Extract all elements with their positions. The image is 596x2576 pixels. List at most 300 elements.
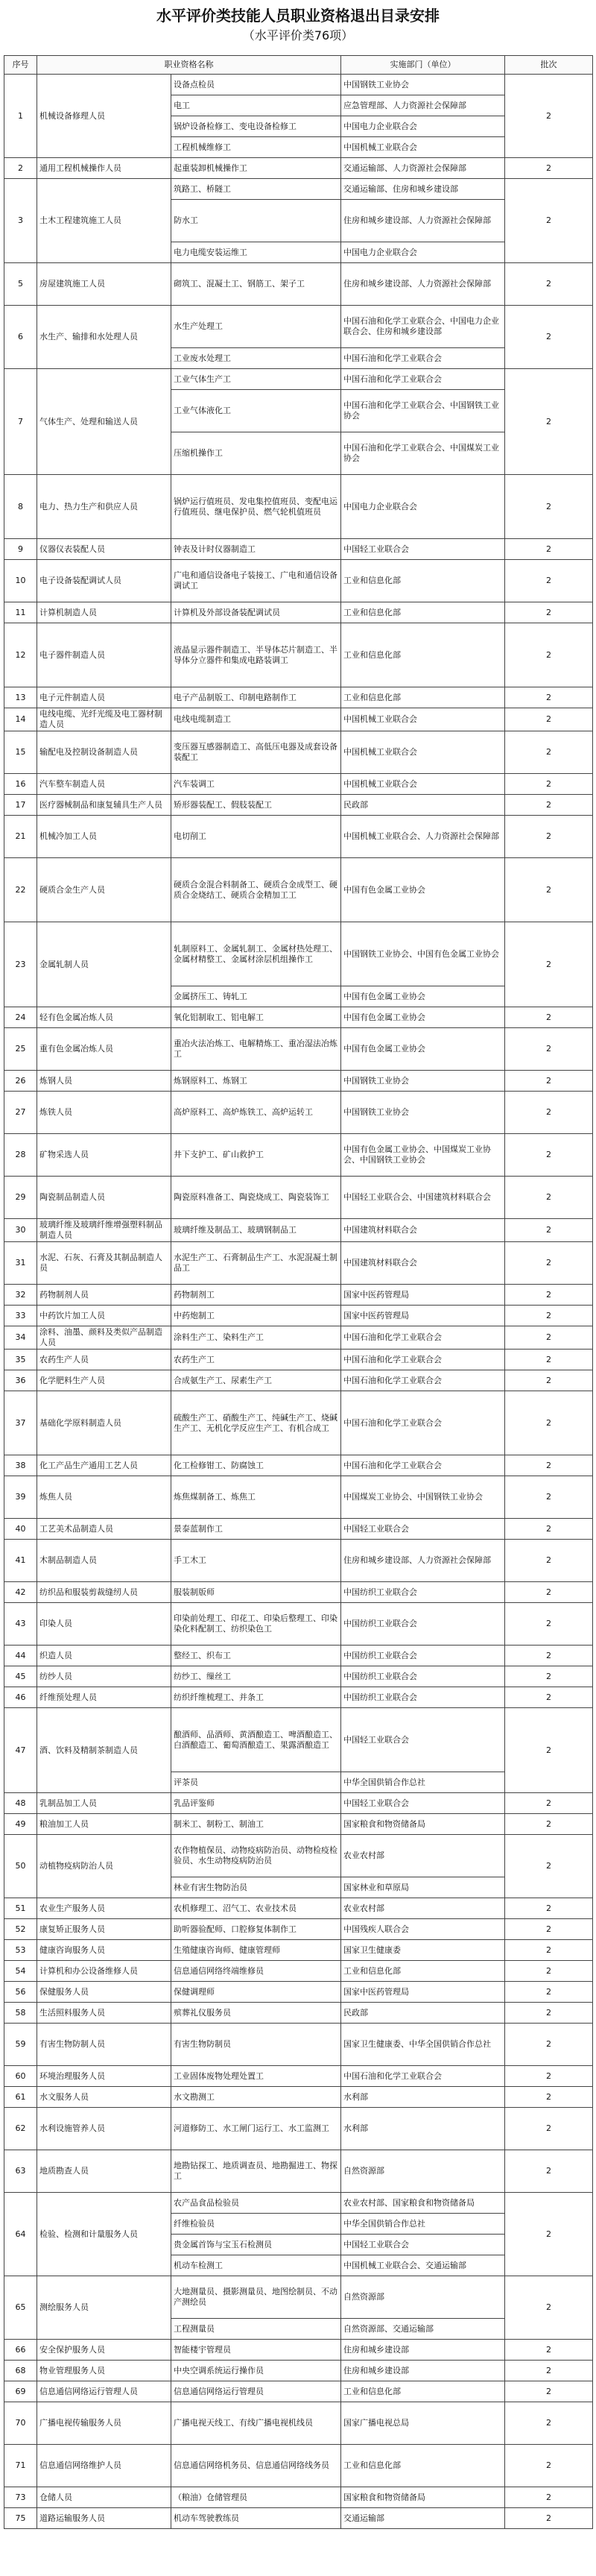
batch-number: 2 [505,1285,593,1306]
table-row [4,731,593,774]
department-name: 中国纺织工业联合会 [341,1646,505,1666]
batch-number: 2 [505,2381,593,2402]
department-name: 住房和城乡建设部、人力资源社会保障部 [341,200,505,242]
row-index: 33 [4,1306,37,1326]
table-row [4,1708,593,1772]
category-name: 仓储人员 [37,2487,171,2508]
department-name: 中国建筑材料联合会 [341,1219,505,1242]
row-index: 59 [4,2024,37,2066]
department-name: 国家粮食和物资储备局 [341,2487,505,2508]
department-name: 中国轻工业联合会 [341,2235,505,2255]
row-index: 1 [4,75,37,158]
table-row [4,560,593,602]
row-index: 36 [4,1370,37,1391]
table-row [4,2361,593,2381]
row-index: 51 [4,1898,37,1919]
category-name: 地质勘查人员 [37,2150,171,2193]
batch-number: 2 [505,1582,593,1603]
department-name: 中国有色金属工业协会、中国煤炭工业协会、中国钢铁工业协会 [341,1134,505,1177]
row-index: 32 [4,1285,37,1306]
occupation-name: 整经工、织布工 [171,1646,341,1666]
occupation-name: 农产品食品检验员 [171,2193,341,2214]
category-name: 硬质合金生产人员 [37,858,171,922]
category-name: 水泥、石灰、石膏及其制品制造人员 [37,1242,171,1285]
occupation-name: 电工 [171,95,341,116]
row-index: 43 [4,1603,37,1646]
department-name: 中国建筑材料联合会 [341,1242,505,1285]
department-name: 中国机械工业联合会 [341,708,505,731]
category-name: 通用工程机械操作人员 [37,158,171,179]
category-name: 安全保护服务人员 [37,2340,171,2361]
row-index: 58 [4,2003,37,2024]
table-row [4,263,593,306]
table-row [4,1898,593,1919]
table-row [4,2445,593,2487]
category-name: 健康咨询服务人员 [37,1940,171,1961]
batch-number: 2 [505,1687,593,1708]
occupation-name: 纤维检验员 [171,2214,341,2235]
table-row [4,922,593,986]
table-row [4,687,593,708]
batch-number: 2 [505,731,593,774]
department-name: 农业农村部 [341,1835,505,1877]
table-row [4,623,593,687]
row-index: 15 [4,731,37,774]
table-row [4,1177,593,1219]
batch-number: 2 [505,1814,593,1835]
table-row [4,1092,593,1134]
row-index: 16 [4,774,37,795]
table-row [4,1370,593,1391]
category-name: 纺纱人员 [37,1666,171,1687]
department-name: 中国纺织工业联合会 [341,1603,505,1646]
batch-number: 2 [505,2024,593,2066]
batch-number: 2 [505,623,593,687]
batch-number: 2 [505,2150,593,2193]
department-name: 中国石油和化学工业联合会 [341,1455,505,1476]
table-row [4,2508,593,2529]
department-name: 中国机械工业联合会、交通运输部 [341,2255,505,2276]
occupation-name: 工程机械维修工 [171,137,341,158]
department-name: 中国纺织工业联合会 [341,1687,505,1708]
category-name: 玻璃纤维及玻璃纤维增强塑料制品制造人员 [37,1219,171,1242]
occupation-name: 林业有害生物防治员 [171,1877,341,1898]
batch-number: 2 [505,1306,593,1326]
category-name: 乳制品加工人员 [37,1793,171,1814]
row-index: 52 [4,1919,37,1940]
table-row [4,2276,593,2319]
occupation-name: 炼焦煤制备工、炼焦工 [171,1476,341,1519]
batch-number: 2 [505,1177,593,1219]
occupation-name: 玻璃纤维及制品工、玻璃钢制品工 [171,1219,341,1242]
category-name: 炼焦人员 [37,1476,171,1519]
occupation-name: 电线电缆制造工 [171,708,341,731]
row-index: 42 [4,1582,37,1603]
category-name: 电子器件制造人员 [37,623,171,687]
department-name: 国家粮食和物资储备局 [341,1814,505,1835]
department-name: 中国石油和化学工业联合会、中国煤炭工业协会 [341,432,505,475]
table-row [4,75,593,95]
row-index: 10 [4,560,37,602]
department-name: 中国煤炭工业协会、中国钢铁工业协会 [341,1476,505,1519]
batch-number: 2 [505,1793,593,1814]
department-name: 中国电力企业联合会 [341,242,505,263]
occupation-name: 有害生物防制员 [171,2024,341,2066]
department-name: 中国纺织工业联合会 [341,1666,505,1687]
department-name: 中国轻工业联合会、中国建筑材料联合会 [341,1177,505,1219]
occupation-name: 信息通信网络终端维修员 [171,1961,341,1982]
table-row [4,2487,593,2508]
table-row [4,158,593,179]
occupation-name: 殡葬礼仪服务员 [171,2003,341,2024]
category-name: 医疗器械制品和康复辅具生产人员 [37,795,171,816]
table-row [4,2381,593,2402]
occupation-name: 炼钢原料工、炼钢工 [171,1071,341,1092]
row-index: 65 [4,2276,37,2340]
occupation-name: 景泰蓝制作工 [171,1519,341,1540]
batch-number: 2 [505,2402,593,2445]
department-name: 自然资源部 [341,2276,505,2319]
department-name: 中国机械工业联合会 [341,137,505,158]
department-name: 中国纺织工业联合会 [341,1582,505,1603]
batch-number: 2 [505,475,593,539]
category-name: 电力、热力生产和供应人员 [37,475,171,539]
batch-number: 2 [505,2066,593,2087]
table-row [4,2066,593,2087]
batch-number: 2 [505,1519,593,1540]
occupation-name: 印染前处理工、印花工、印染后整理工、印染染化料配制工、纺织染色工 [171,1603,341,1646]
batch-number: 2 [505,1982,593,2003]
category-name: 电子设备装配调试人员 [37,560,171,602]
row-index: 69 [4,2381,37,2402]
batch-number: 2 [505,816,593,858]
occupation-name: 乳品评鉴师 [171,1793,341,1814]
batch-number: 2 [505,1646,593,1666]
table-row [4,1476,593,1519]
department-name: 中华全国供销合作总社 [341,2214,505,2235]
category-name: 道路运输服务人员 [37,2508,171,2529]
department-name: 中国轻工业联合会 [341,1793,505,1814]
batch-number: 2 [505,1134,593,1177]
category-name: 电子元件制造人员 [37,687,171,708]
occupation-name: 防水工 [171,200,341,242]
category-name: 康复矫正服务人员 [37,1919,171,1940]
batch-number: 2 [505,306,593,369]
category-name: 涂料、油墨、颜料及类似产品制造人员 [37,1326,171,1350]
occupation-name: 水生产处理工 [171,306,341,348]
batch-number: 2 [505,795,593,816]
department-name: 中国有色金属工业协会 [341,1028,505,1071]
occupation-name: 轧制原料工、金属轧制工、金属材热处理工、金属材精整工、金属材涂层机组操作工 [171,922,341,986]
category-name: 药物制剂人员 [37,1285,171,1306]
occupation-name: 大地测量员、摄影测量员、地图绘制员、不动产测绘员 [171,2276,341,2319]
category-name: 气体生产、处理和输送人员 [37,369,171,475]
table-row [4,858,593,922]
occupation-name: 起重装卸机械操作工 [171,158,341,179]
table-row [4,1540,593,1582]
category-name: 中药饮片加工人员 [37,1306,171,1326]
department-name: 中华全国供销合作总社 [341,1772,505,1793]
category-name: 基础化学原料制造人员 [37,1391,171,1455]
batch-number: 2 [505,2193,593,2276]
department-name: 交通运输部、人力资源社会保障部 [341,158,505,179]
occupation-name: 硬质合金混合料制备工、硬质合金成型工、硬质合金烧结工、硬质合金精加工工 [171,858,341,922]
occupation-name: 锅炉运行值班员、发电集控值班员、变配电运行值班员、继电保护员、燃气轮机值班员 [171,475,341,539]
table-row [4,1646,593,1666]
table-header-row [4,56,593,75]
row-index: 31 [4,1242,37,1285]
occupation-name: 贵金属首饰与宝玉石检测员 [171,2235,341,2255]
row-index: 63 [4,2150,37,2193]
batch-number: 2 [505,1242,593,1285]
department-name: 农业农村部、国家粮食和物资储备局 [341,2193,505,2214]
department-name: 住房和城乡建设部、人力资源社会保障部 [341,1540,505,1582]
table-row [4,816,593,858]
category-name: 农业生产服务人员 [37,1898,171,1919]
department-name: 中国有色金属工业协会 [341,986,505,1007]
table-row [4,2150,593,2193]
row-index: 50 [4,1835,37,1898]
occupation-name: （粮油）仓储管理员 [171,2487,341,2508]
category-name: 输配电及控制设备制造人员 [37,731,171,774]
table-row [4,2193,593,2214]
row-index: 2 [4,158,37,179]
occupation-name: 电子产品制版工、印制电路制作工 [171,687,341,708]
column-header-batch: 批次 [505,56,593,75]
batch-number: 2 [505,2487,593,2508]
row-index: 38 [4,1455,37,1476]
document-header [0,0,596,55]
table-row [4,539,593,560]
row-index: 24 [4,1007,37,1028]
row-index: 12 [4,623,37,687]
batch-number: 2 [505,1028,593,1071]
category-name: 水生产、输排和水处理人员 [37,306,171,369]
batch-number: 2 [505,1326,593,1350]
row-index: 41 [4,1540,37,1582]
row-index: 73 [4,2487,37,2508]
table-row [4,1919,593,1940]
row-index: 53 [4,1940,37,1961]
occupation-name: 陶瓷原料准备工、陶瓷烧成工、陶瓷装饰工 [171,1177,341,1219]
occupation-name: 氧化铝制取工、铝电解工 [171,1007,341,1028]
category-name: 电线电缆、光纤光缆及电工器材制造人员 [37,708,171,731]
category-name: 广播电视传输服务人员 [37,2402,171,2445]
batch-number: 2 [505,2108,593,2150]
category-name: 粮油加工人员 [37,1814,171,1835]
department-name: 国家林业和草原局 [341,1877,505,1898]
row-index: 8 [4,475,37,539]
row-index: 30 [4,1219,37,1242]
batch-number: 2 [505,369,593,475]
row-index: 44 [4,1646,37,1666]
category-name: 木制品制造人员 [37,1540,171,1582]
page-subtitle: （水平评价类76项） [242,28,354,42]
table-row [4,1687,593,1708]
occupation-name: 工程测量员 [171,2319,341,2340]
category-name: 信息通信网络运行管理人员 [37,2381,171,2402]
row-index: 70 [4,2402,37,2445]
batch-number: 2 [505,560,593,602]
batch-number: 2 [505,774,593,795]
category-name: 水利设施管养人员 [37,2108,171,2150]
row-index: 14 [4,708,37,731]
department-name: 中国电力企业联合会 [341,475,505,539]
batch-number: 2 [505,922,593,1007]
department-name: 中国轻工业联合会 [341,1519,505,1540]
category-name: 农药生产人员 [37,1350,171,1370]
occupation-name: 药物制剂工 [171,1285,341,1306]
department-name: 中国钢铁工业协会、中国有色金属工业协会 [341,922,505,986]
department-name: 国家中医药管理局 [341,1306,505,1326]
row-index: 29 [4,1177,37,1219]
category-name: 织造人员 [37,1646,171,1666]
table-row [4,1242,593,1285]
department-name: 国家中医药管理局 [341,1285,505,1306]
occupation-name: 计算机及外部设备装配调试员 [171,602,341,623]
occupation-name: 服装制版师 [171,1582,341,1603]
batch-number: 2 [505,2508,593,2529]
batch-number: 2 [505,858,593,922]
row-index: 11 [4,602,37,623]
batch-number: 2 [505,1370,593,1391]
row-index: 21 [4,816,37,858]
occupation-name: 评茶员 [171,1772,341,1793]
row-index: 40 [4,1519,37,1540]
department-name: 中国残疾人联合会 [341,1919,505,1940]
department-name: 工业和信息化部 [341,623,505,687]
batch-number: 2 [505,602,593,623]
table-row [4,475,593,539]
category-name: 汽车整车制造人员 [37,774,171,795]
batch-number: 2 [505,1071,593,1092]
table-row [4,1350,593,1370]
batch-number: 2 [505,1940,593,1961]
department-name: 交通运输部、住房和城乡建设部 [341,179,505,200]
batch-number: 2 [505,1350,593,1370]
category-name: 矿物采选人员 [37,1134,171,1177]
department-name: 工业和信息化部 [341,602,505,623]
category-name: 纺织品和服装剪裁缝纫人员 [37,1582,171,1603]
page-title: 水平评价类技能人员职业资格退出目录安排 [156,7,440,25]
occupation-name: 中药炮制工 [171,1306,341,1326]
department-name: 中国钢铁工业协会 [341,1071,505,1092]
batch-number: 2 [505,1391,593,1455]
department-name: 住房和城乡建设部 [341,2340,505,2361]
department-name: 工业和信息化部 [341,687,505,708]
row-index: 68 [4,2361,37,2381]
category-name: 土木工程建筑施工人员 [37,179,171,263]
department-name: 水利部 [341,2108,505,2150]
category-name: 动植物疫病防治人员 [37,1835,171,1898]
table-row [4,1028,593,1071]
table-row [4,1835,593,1877]
occupation-name: 农作物植保员、动物疫病防治员、动物检疫检验员、水生动物疫病防治员 [171,1835,341,1877]
table-row [4,2402,593,2445]
department-name: 住房和城乡建设部 [341,2361,505,2381]
category-name: 轻有色金属冶炼人员 [37,1007,171,1028]
occupation-name: 广电和通信设备电子装接工、广电和通信设备调试工 [171,560,341,602]
row-index: 27 [4,1092,37,1134]
table-row [4,1519,593,1540]
department-name: 农业农村部 [341,1898,505,1919]
row-index: 61 [4,2087,37,2108]
department-name: 中国机械工业联合会、人力资源社会保障部 [341,816,505,858]
row-index: 26 [4,1071,37,1092]
table-row [4,1814,593,1835]
row-index: 39 [4,1476,37,1519]
occupation-name: 农机修理工、沼气工、农业技术员 [171,1898,341,1919]
category-name: 物业管理服务人员 [37,2361,171,2381]
department-name: 自然资源部、交通运输部 [341,2319,505,2340]
department-name: 中国石油和化学工业联合会 [341,2066,505,2087]
occupation-name: 合成氨生产工、尿素生产工 [171,1370,341,1391]
category-name: 炼铁人员 [37,1092,171,1134]
occupation-name: 金属挤压工、铸轧工 [171,986,341,1007]
category-name: 工艺美术品制造人员 [37,1519,171,1540]
occupation-name: 农药生产工 [171,1350,341,1370]
department-name: 中国石油和化学工业联合会 [341,348,505,369]
row-index: 6 [4,306,37,369]
department-name: 中国石油和化学工业联合会、中国钢铁工业协会 [341,390,505,432]
department-name: 自然资源部 [341,2150,505,2193]
row-index: 35 [4,1350,37,1370]
batch-number: 2 [505,179,593,263]
department-name: 中国电力企业联合会 [341,116,505,137]
department-name: 中国轻工业联合会 [341,539,505,560]
department-name: 交通运输部 [341,2508,505,2529]
category-name: 环境治理服务人员 [37,2066,171,2087]
department-name: 中国石油和化学工业联合会、中国电力企业联合会、住房和城乡建设部 [341,306,505,348]
column-header-index: 序号 [4,56,37,75]
department-name: 中国石油和化学工业联合会 [341,369,505,390]
table-row [4,2340,593,2361]
table-row [4,1391,593,1455]
department-name: 中国有色金属工业协会 [341,1007,505,1028]
occupation-name: 钟表及计时仪器制造工 [171,539,341,560]
batch-number: 2 [505,2361,593,2381]
batch-number: 2 [505,1092,593,1134]
occupation-name: 工业废水处理工 [171,348,341,369]
department-name: 中国石油和化学工业联合会 [341,1326,505,1350]
table-row [4,1219,593,1242]
occupation-name: 信息通信网络运行管理员 [171,2381,341,2402]
department-name: 民政部 [341,795,505,816]
category-name: 化工产品生产通用工艺人员 [37,1455,171,1476]
row-index: 34 [4,1326,37,1350]
row-index: 17 [4,795,37,816]
table-row [4,179,593,200]
occupation-name: 广播电视天线工、有线广播电视机线员 [171,2402,341,2445]
table-row [4,1007,593,1028]
occupation-name: 地勘钻探工、地质调查员、地勘掘进工、物探工 [171,2150,341,2193]
batch-number: 2 [505,158,593,179]
occupation-name: 压缩机操作工 [171,432,341,475]
occupation-name: 保健调理师 [171,1982,341,2003]
table-row [4,2108,593,2150]
batch-number: 2 [505,1476,593,1519]
occupation-name: 化工检修钳工、防腐蚀工 [171,1455,341,1476]
row-index: 37 [4,1391,37,1455]
category-name: 测绘服务人员 [37,2276,171,2340]
table-row [4,1306,593,1326]
department-name: 水利部 [341,2087,505,2108]
department-name: 国家广播电视总局 [341,2402,505,2445]
occupation-name: 工业气体生产工 [171,369,341,390]
occupation-name: 汽车装调工 [171,774,341,795]
occupation-name: 工业气体液化工 [171,390,341,432]
table-row [4,1285,593,1306]
